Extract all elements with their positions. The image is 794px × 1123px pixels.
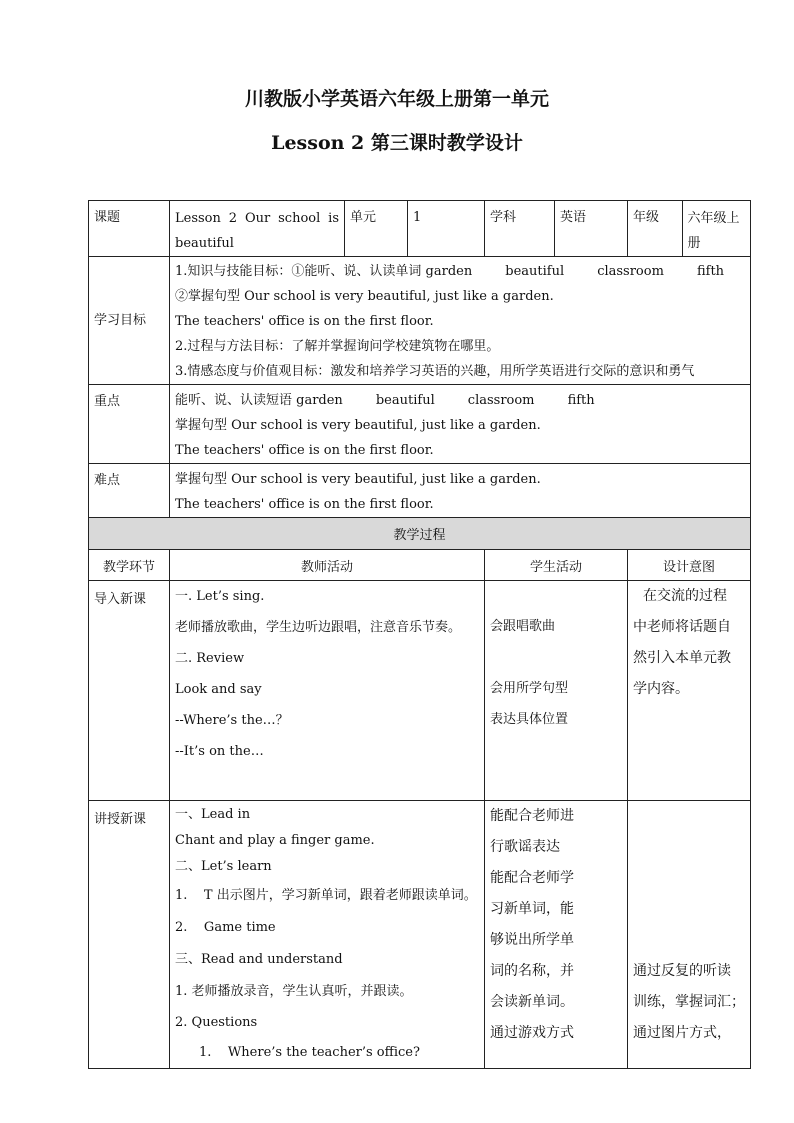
difficulties-row	[89, 464, 751, 518]
student-line: 习新单词，能	[490, 901, 574, 917]
intent-intro	[628, 581, 750, 705]
col-header-student: 学生活动	[485, 550, 628, 581]
student-activity-intro	[485, 581, 627, 735]
process-row-new-lesson	[89, 801, 751, 1069]
student-line: 通过游戏方式	[490, 1025, 574, 1041]
key-points-label: 重点	[94, 394, 121, 409]
objective-line: 1.知识与技能目标：①能听、说、认读单词 garden beautiful classroom fifth	[175, 264, 725, 279]
teacher-line: 1. Where’s the teacher’s office?	[199, 1045, 420, 1060]
info-row	[89, 201, 751, 257]
student-line: 会用所学句型	[490, 681, 569, 696]
objective-line: 3.情感态度与价值观目标：激发和培养学习英语的兴趣，用所学英语进行交际的意识和勇气	[175, 364, 695, 379]
grade-value: 六年级上册	[687, 211, 740, 251]
teacher-line: Look and say	[175, 682, 262, 697]
subject-label: 学科	[490, 210, 517, 225]
student-line: 能配合老师学	[490, 870, 574, 886]
intent-line: 通过反复的听读	[633, 963, 731, 979]
unit-value: 1	[413, 210, 422, 225]
objectives-content	[170, 257, 750, 384]
intent-line: 在交流的过程	[643, 588, 727, 604]
key-points-row	[89, 385, 751, 464]
process-title-row	[89, 518, 751, 550]
difficulty-line: 掌握句型 Our school is very beautiful, just like a garden.	[175, 472, 541, 487]
difficulty-line: The teachers' office is on the first floor.	[175, 497, 434, 512]
teacher-line: 三、Read and understand	[175, 952, 343, 967]
teacher-line: 老师播放歌曲，学生边听边跟唱，注意音乐节奏。	[175, 620, 462, 635]
teacher-line: 1. 老师播放录音，学生认真听，并跟读。	[175, 984, 413, 999]
process-header-row	[89, 550, 751, 581]
grade-label: 年级	[633, 210, 660, 225]
col-header-teacher: 教师活动	[170, 550, 485, 581]
topic-label: 课题	[94, 210, 121, 225]
intent-line: 学内容。	[633, 681, 689, 697]
student-line: 够说出所学单	[490, 932, 574, 948]
teacher-activity-new-lesson	[170, 801, 484, 1068]
document-subtitle: Lesson 2 第三课时教学设计	[271, 132, 523, 154]
intent-line: 中老师将话题自	[633, 619, 731, 635]
topic-value: Lesson 2 Our school is beautiful	[175, 211, 339, 251]
key-point-line: 能听、说、认读短语 garden beautiful classroom fifth	[175, 393, 595, 408]
student-line	[490, 642, 622, 673]
intent-new-lesson	[628, 801, 750, 1049]
process-row-intro	[89, 581, 751, 801]
student-line: 词的名称，并	[490, 963, 574, 979]
teacher-activity-intro	[170, 581, 484, 767]
teacher-line: Chant and play a finger game.	[175, 833, 375, 848]
student-line: 会跟唱歌曲	[490, 619, 556, 634]
document-title: 川教版小学英语六年级上册第一单元	[244, 88, 549, 110]
student-line: 行歌谣表达	[490, 839, 560, 855]
key-point-line: 掌握句型 Our school is very beautiful, just like a garden.	[175, 418, 541, 433]
objectives-row	[89, 257, 751, 385]
teacher-line: --It’s on the…	[175, 744, 264, 759]
objective-line: 2.过程与方法目标：了解并掌握询问学校建筑物在哪里。	[175, 339, 500, 354]
teacher-line: 一、Lead in	[175, 807, 251, 822]
intent-line: 然引入本单元教	[633, 650, 731, 666]
intent-line: 训练，掌握词汇；	[633, 994, 745, 1010]
objective-line: ②掌握句型 Our school is very beautiful, just like a garden.	[175, 289, 554, 304]
teacher-line: 一. Let’s sing.	[175, 589, 265, 604]
teacher-line: 二. Review	[175, 651, 245, 666]
col-header-stage: 教学环节	[89, 550, 170, 581]
teacher-line: 2. Questions	[175, 1015, 258, 1030]
student-line: 会读新单词。	[490, 994, 574, 1010]
unit-label: 单元	[350, 210, 377, 225]
key-points-content	[170, 385, 750, 463]
stage-new-lesson: 讲授新课	[94, 812, 147, 827]
lesson-plan-table	[88, 200, 751, 1069]
stage-intro: 导入新课	[94, 592, 147, 607]
student-line: 表达具体位置	[490, 712, 569, 727]
teacher-line: --Where’s the…？	[175, 713, 289, 728]
subject-value: 英语	[560, 210, 587, 225]
student-line: 能配合老师进	[490, 808, 574, 824]
teacher-line: 1. T 出示图片，学习新单词，跟着老师跟读单词。	[175, 888, 477, 903]
intent-line: 通过图片方式，	[633, 1025, 731, 1041]
difficulties-label: 难点	[94, 473, 121, 488]
student-activity-new-lesson	[485, 801, 627, 1049]
objective-line: The teachers' office is on the first floor.	[175, 314, 434, 329]
col-header-intent: 设计意图	[628, 550, 751, 581]
teacher-line: 二、Let’s learn	[175, 859, 272, 874]
key-point-line: The teachers' office is on the first floor.	[175, 443, 434, 458]
difficulties-content	[170, 464, 750, 517]
teacher-line: 2. Game time	[175, 920, 276, 935]
objectives-label: 学习目标	[94, 312, 147, 328]
process-title: 教学过程	[89, 518, 751, 550]
